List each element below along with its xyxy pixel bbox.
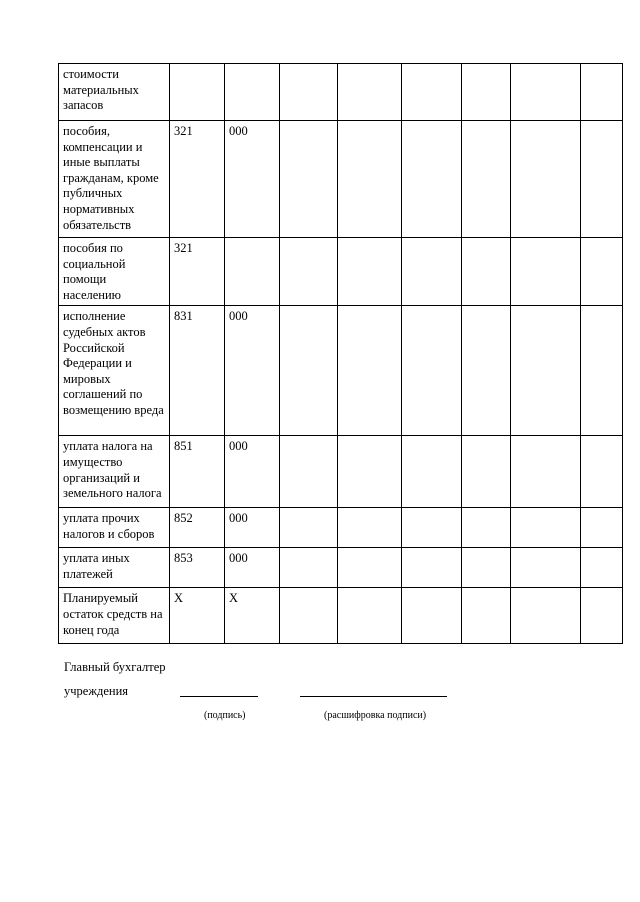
subcode-cell: 000 bbox=[225, 508, 280, 548]
table-row bbox=[59, 588, 623, 644]
table-row bbox=[59, 64, 623, 121]
value-cell[interactable] bbox=[511, 64, 581, 121]
code-cell: 321 bbox=[170, 238, 225, 306]
table-row bbox=[59, 238, 623, 306]
value-cell[interactable] bbox=[402, 508, 462, 548]
value-cell[interactable] bbox=[511, 436, 581, 508]
value-cell[interactable] bbox=[581, 436, 623, 508]
subcode-cell bbox=[225, 238, 280, 306]
value-cell[interactable] bbox=[462, 548, 511, 588]
value-cell[interactable] bbox=[338, 238, 402, 306]
value-cell[interactable] bbox=[280, 508, 338, 548]
subcode-cell: 000 bbox=[225, 121, 280, 238]
value-cell[interactable] bbox=[402, 436, 462, 508]
signature-decoding-line[interactable] bbox=[300, 696, 447, 697]
value-cell[interactable] bbox=[581, 238, 623, 306]
code-cell: 321 bbox=[170, 121, 225, 238]
code-cell: X bbox=[170, 588, 225, 644]
value-cell[interactable] bbox=[280, 306, 338, 436]
code-cell: 853 bbox=[170, 548, 225, 588]
value-cell[interactable] bbox=[511, 306, 581, 436]
value-cell[interactable] bbox=[402, 121, 462, 238]
value-cell[interactable] bbox=[402, 588, 462, 644]
value-cell[interactable] bbox=[581, 306, 623, 436]
value-cell[interactable] bbox=[462, 508, 511, 548]
table-row bbox=[59, 121, 623, 238]
value-cell[interactable] bbox=[462, 121, 511, 238]
value-cell[interactable] bbox=[581, 548, 623, 588]
value-cell[interactable] bbox=[462, 588, 511, 644]
value-cell[interactable] bbox=[338, 548, 402, 588]
value-cell[interactable] bbox=[338, 306, 402, 436]
value-cell[interactable] bbox=[581, 121, 623, 238]
subcode-cell: 000 bbox=[225, 306, 280, 436]
value-cell[interactable] bbox=[402, 64, 462, 121]
row-name-cell: Планируемый остаток средств на конец года bbox=[59, 588, 170, 644]
value-cell[interactable] bbox=[511, 548, 581, 588]
value-cell[interactable] bbox=[338, 588, 402, 644]
subcode-cell bbox=[225, 64, 280, 121]
value-cell[interactable] bbox=[462, 64, 511, 121]
value-cell[interactable] bbox=[581, 588, 623, 644]
code-cell: 852 bbox=[170, 508, 225, 548]
value-cell[interactable] bbox=[280, 436, 338, 508]
row-name-cell: исполнение судебных актов Российской Федерации и мировых соглашений по возмещению вреда bbox=[59, 306, 170, 436]
subcode-cell: 000 bbox=[225, 548, 280, 588]
plan-table bbox=[58, 63, 623, 644]
signature-line[interactable] bbox=[180, 696, 258, 697]
subcode-cell: X bbox=[225, 588, 280, 644]
value-cell[interactable] bbox=[402, 306, 462, 436]
value-cell[interactable] bbox=[581, 508, 623, 548]
code-cell: 831 bbox=[170, 306, 225, 436]
value-cell[interactable] bbox=[338, 508, 402, 548]
value-cell[interactable] bbox=[511, 588, 581, 644]
value-cell[interactable] bbox=[462, 306, 511, 436]
row-name-cell: уплата налога на имущество организаций и земельного налога bbox=[59, 436, 170, 508]
table-row bbox=[59, 306, 623, 436]
value-cell[interactable] bbox=[402, 548, 462, 588]
value-cell[interactable] bbox=[462, 436, 511, 508]
row-name-cell: пособия, компенсации и иные выплаты гражданам, кроме публичных нормативных обязательств bbox=[59, 121, 170, 238]
decoding-caption: (расшифровка подписи) bbox=[324, 710, 427, 721]
row-name-cell: уплата прочих налогов и сборов bbox=[59, 508, 170, 548]
value-cell[interactable] bbox=[581, 64, 623, 121]
row-name-cell: стоимости материальных запасов bbox=[59, 64, 170, 121]
row-name-cell: пособия по социальной помощи населению bbox=[59, 238, 170, 306]
value-cell[interactable] bbox=[511, 238, 581, 306]
value-cell[interactable] bbox=[280, 238, 338, 306]
row-name-cell: уплата иных платежей bbox=[59, 548, 170, 588]
table-row bbox=[59, 436, 623, 508]
value-cell[interactable] bbox=[280, 548, 338, 588]
value-cell[interactable] bbox=[338, 121, 402, 238]
code-cell: 851 bbox=[170, 436, 225, 508]
institution-label: учреждения bbox=[64, 684, 129, 698]
subcode-cell: 000 bbox=[225, 436, 280, 508]
table-body bbox=[59, 64, 623, 644]
value-cell[interactable] bbox=[280, 64, 338, 121]
chief-accountant-label: Главный бухгалтер bbox=[64, 660, 166, 674]
table-row bbox=[59, 548, 623, 588]
value-cell[interactable] bbox=[280, 121, 338, 238]
code-cell bbox=[170, 64, 225, 121]
signature-caption: (подпись) bbox=[204, 710, 246, 721]
value-cell[interactable] bbox=[462, 238, 511, 306]
value-cell[interactable] bbox=[402, 238, 462, 306]
value-cell[interactable] bbox=[338, 436, 402, 508]
value-cell[interactable] bbox=[511, 121, 581, 238]
value-cell[interactable] bbox=[338, 64, 402, 121]
table-row bbox=[59, 508, 623, 548]
value-cell[interactable] bbox=[511, 508, 581, 548]
value-cell[interactable] bbox=[280, 588, 338, 644]
